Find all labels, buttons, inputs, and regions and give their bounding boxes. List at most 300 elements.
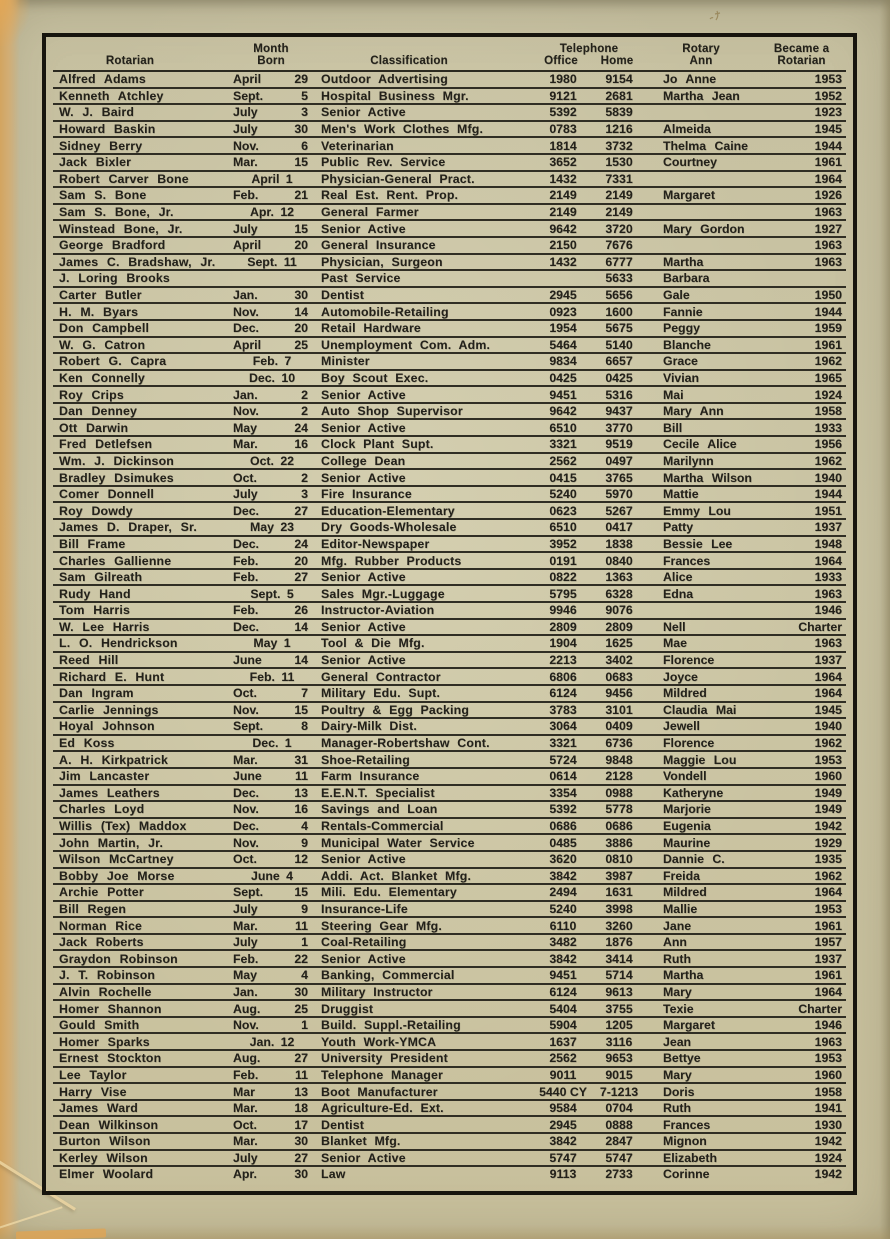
became-rotarian-year [757, 270, 846, 287]
table-row [53, 751, 846, 768]
became-rotarian-year: 1930 [757, 1116, 846, 1133]
rotary-ann: Martha Jean [645, 88, 757, 105]
classification: Men's Work Clothes Mfg. [311, 121, 533, 138]
rotary-ann: Jean [645, 1033, 757, 1050]
birth-month: Sept. [231, 718, 281, 735]
classification: Fire Insurance [311, 486, 533, 503]
classification: Law [321, 1167, 346, 1182]
phone-office: 0614 [533, 768, 593, 785]
roster-body [53, 71, 846, 1182]
phone-office: 3842 [533, 950, 593, 967]
phone-office: 5392 [533, 801, 593, 818]
phone-office: 0191 [533, 552, 593, 569]
rotarian-name: J. T. Robinson [53, 967, 231, 984]
birth-day: 29 [281, 71, 311, 88]
table-row [53, 569, 846, 586]
phone-home: 9456 [593, 685, 645, 702]
header-label-office: Office [544, 55, 578, 67]
classification: College Dean [311, 453, 533, 470]
rotarian-name: Don Campbell [53, 320, 231, 337]
rotary-ann: Courtney [645, 154, 757, 171]
birth-day: 25 [281, 1000, 311, 1017]
birth-day: 27 [281, 502, 311, 519]
roster-frame [42, 33, 857, 1195]
birth-month: Dec. [231, 536, 281, 553]
rotary-ann: Mignon [645, 1133, 757, 1150]
table-row [53, 1033, 846, 1050]
table-row [53, 1000, 846, 1017]
phone-office: 5404 [533, 1000, 593, 1017]
roster-table [53, 39, 846, 1182]
table-row [53, 984, 846, 1001]
became-rotarian-year: 1964 [757, 685, 846, 702]
classification: Druggist [311, 1000, 533, 1017]
phone-home: 0683 [593, 668, 645, 685]
rotary-ann: Cecile Alice [645, 436, 757, 453]
rotarian-name: W. J. Baird [53, 104, 231, 121]
rotary-ann: Gale [645, 287, 757, 304]
became-rotarian-year: 1953 [757, 751, 846, 768]
became-rotarian-year: 1929 [757, 834, 846, 851]
rotarian-name: Ken Connelly [53, 370, 231, 387]
birth-day: 31 [281, 751, 311, 768]
table-row [53, 320, 846, 337]
phone-office: 1432 [533, 254, 593, 271]
phone-home: 1205 [593, 1017, 645, 1034]
became-rotarian-year: 1963 [757, 635, 846, 652]
became-rotarian-year: 1965 [757, 370, 846, 387]
birth-day: 21 [281, 187, 311, 204]
phone-home: 1216 [593, 121, 645, 138]
phone-office: 9584 [533, 1100, 593, 1117]
phone-office: 3842 [533, 1133, 593, 1150]
classification: Unemployment Com. Adm. [311, 337, 533, 354]
table-row [53, 187, 846, 204]
rotarian-name: Sam S. Bone [53, 187, 231, 204]
table-row [53, 884, 846, 901]
table-row [53, 585, 846, 602]
classification: Steering Gear Mfg. [311, 917, 533, 934]
birth-day: 30 [281, 121, 311, 138]
classification: Dentist [311, 1116, 533, 1133]
column-header-telephone [533, 39, 645, 71]
birth-month: Aug. [231, 1000, 281, 1017]
phone-office: 3064 [533, 718, 593, 735]
phone-home: 3755 [593, 1000, 645, 1017]
birth-month: Feb. 11 [231, 668, 311, 685]
rotarian-name: Roy Dowdy [53, 502, 231, 519]
phone-office: 0686 [533, 818, 593, 835]
header-label: Rotarian [777, 55, 826, 67]
table-row [53, 469, 846, 486]
phone-home: 2681 [593, 88, 645, 105]
classification: Savings and Loan [311, 801, 533, 818]
classification: Insurance-Life [311, 901, 533, 918]
classification: E.E.N.T. Specialist [311, 785, 533, 802]
header-label: Became a [773, 43, 830, 55]
phone-office: 3321 [533, 436, 593, 453]
rotary-ann: Mallie [645, 901, 757, 918]
table-row [53, 1067, 846, 1084]
rotary-ann [645, 237, 757, 254]
table-row [53, 1150, 846, 1167]
became-rotarian-year: 1946 [757, 602, 846, 619]
birth-day: 6 [281, 137, 311, 154]
became-rotarian-year: 1956 [757, 436, 846, 453]
phone-home: 5970 [593, 486, 645, 503]
birth-day: 30 [281, 287, 311, 304]
rotarian-name: Rudy Hand [53, 585, 231, 602]
rotarian-name: Bobby Joe Morse [53, 868, 231, 885]
phone-office: 2213 [533, 652, 593, 669]
table-row [53, 619, 846, 636]
column-header-became-rotarian [757, 39, 846, 71]
birth-month: Feb. [231, 552, 281, 569]
table-row [53, 702, 846, 719]
classification: Editor-Newspaper [311, 536, 533, 553]
phone-home: 3765 [593, 469, 645, 486]
phone-office: 5240 [533, 901, 593, 918]
classification: General Insurance [311, 237, 533, 254]
phone-office: 3620 [533, 851, 593, 868]
phone-office: 1980 [533, 71, 593, 88]
birth-month: Oct. [231, 685, 281, 702]
became-rotarian-year: 1942 [757, 1133, 846, 1150]
phone-home: 5140 [593, 337, 645, 354]
birth-month: Nov. [231, 403, 281, 420]
birth-day: 30 [294, 1167, 309, 1182]
rotary-ann: Ann [645, 934, 757, 951]
birth-month: Sept. [231, 884, 281, 901]
classification: Senior Active [311, 619, 533, 636]
rotary-ann [645, 204, 757, 221]
rotarian-name: Dean Wilkinson [53, 1116, 231, 1133]
birth-month: Feb. 7 [231, 353, 311, 370]
phone-home: 7331 [593, 171, 645, 188]
rotary-ann: Florence [645, 652, 757, 669]
rotarian-name: Norman Rice [53, 917, 231, 934]
phone-office: 2945 [533, 287, 593, 304]
table-row [53, 1133, 846, 1150]
rotarian-name: Wilson McCartney [53, 851, 231, 868]
became-rotarian-year: 1962 [757, 453, 846, 470]
rotarian-name: Ernest Stockton [53, 1050, 231, 1067]
rotarian-name: J. Loring Brooks [53, 270, 231, 287]
rotarian-name: Carlie Jennings [53, 702, 231, 719]
phone-office: 6124 [533, 685, 593, 702]
became-rotarian-year: 1951 [757, 502, 846, 519]
table-row [53, 818, 846, 835]
rotary-ann: Katheryne [645, 785, 757, 802]
rotarian-name: Bill Regen [53, 901, 231, 918]
became-rotarian-year: 1963 [757, 254, 846, 271]
classification: Senior Active [311, 469, 533, 486]
header-label: Ann [689, 55, 713, 67]
rotarian-name: Gould Smith [53, 1017, 231, 1034]
rotary-ann: Edna [645, 585, 757, 602]
classification: Military Instructor [311, 984, 533, 1001]
became-rotarian-year: 1937 [757, 950, 846, 967]
rotary-ann: Alice [645, 569, 757, 586]
table-row [53, 287, 846, 304]
birth-month: Jan. [231, 984, 281, 1001]
rotary-ann: Mildred [645, 884, 757, 901]
birth-day: 13 [281, 1083, 311, 1100]
rotarian-name: Alvin Rochelle [53, 984, 231, 1001]
became-rotarian-year: 1958 [757, 403, 846, 420]
birth-month: Sept. [231, 88, 281, 105]
phone-home: 2149 [593, 187, 645, 204]
classification: Coal-Retailing [311, 934, 533, 951]
birth-day: 16 [281, 436, 311, 453]
birth-month: Dec. 1 [231, 735, 311, 752]
became-rotarian-year: 1950 [757, 287, 846, 304]
classification: Blanket Mfg. [311, 1133, 533, 1150]
rotarian-name: George Bradford [53, 237, 231, 254]
rotary-ann: Bettye [645, 1050, 757, 1067]
rotary-ann: Martha Wilson [645, 469, 757, 486]
phone-home: 0417 [593, 519, 645, 536]
rotarian-name: L. O. Hendrickson [53, 635, 231, 652]
table-row [53, 303, 846, 320]
table-row [53, 154, 846, 171]
table-row [53, 486, 846, 503]
birth-day [281, 270, 311, 287]
became-rotarian-year: 1961 [757, 337, 846, 354]
rotary-ann: Emmy Lou [645, 502, 757, 519]
birth-day: 20 [281, 237, 311, 254]
birth-month: Jan. 12 [231, 1033, 311, 1050]
rotarian-name: James C. Bradshaw, Jr. [53, 254, 231, 271]
classification: Senior Active [311, 386, 533, 403]
birth-month: July [231, 486, 281, 503]
birth-month: June [231, 652, 281, 669]
birth-day: 14 [281, 652, 311, 669]
phone-office: 5240 [533, 486, 593, 503]
phone-home: 9519 [593, 436, 645, 453]
birth-month: June [231, 768, 281, 785]
phone-home: 6657 [593, 353, 645, 370]
became-rotarian-year: 1959 [757, 320, 846, 337]
table-row [53, 602, 846, 619]
birth-day: 22 [281, 950, 311, 967]
classification: Outdoor Advertising [311, 71, 533, 88]
birth-day: 15 [281, 154, 311, 171]
birth-month: Dec. [231, 785, 281, 802]
phone-home: 9015 [593, 1067, 645, 1084]
phone-office: 6510 [533, 419, 593, 436]
rotary-ann: Martha [645, 967, 757, 984]
rotarian-name: James Leathers [53, 785, 231, 802]
birth-month: Feb. [231, 1067, 281, 1084]
phone-home: 0840 [593, 552, 645, 569]
became-rotarian-year: 1964 [757, 668, 846, 685]
classification: Build. Suppl.-Retailing [311, 1017, 533, 1034]
phone-office: 3783 [533, 702, 593, 719]
table-row [53, 834, 846, 851]
rotarian-name: Robert G. Capra [53, 353, 231, 370]
became-rotarian-year: 1960 [757, 768, 846, 785]
table-row [53, 917, 846, 934]
phone-home: 5316 [593, 386, 645, 403]
birth-month: May 23 [231, 519, 311, 536]
became-rotarian-year: 1927 [757, 220, 846, 237]
birth-month: July [231, 934, 281, 951]
phone-home: 6328 [593, 585, 645, 602]
table-row [53, 104, 846, 121]
birth-day: 8 [281, 718, 311, 735]
birth-month: April [231, 337, 281, 354]
table-row [53, 519, 846, 536]
classification: Senior Active [311, 220, 533, 237]
header-label: Rotary [682, 43, 720, 55]
phone-home: 3998 [593, 901, 645, 918]
column-header-month-born [231, 39, 311, 71]
phone-home: 3720 [593, 220, 645, 237]
phone-home: 2847 [593, 1133, 645, 1150]
rotary-ann: Margaret [645, 187, 757, 204]
classification: Past Service [311, 270, 533, 287]
rotarian-name: Lee Taylor [53, 1067, 231, 1084]
phone-home: 2809 [593, 619, 645, 636]
birth-day: 17 [281, 1116, 311, 1133]
birth-day: 1 [281, 1017, 311, 1034]
birth-month: July [231, 1150, 281, 1167]
table-row [53, 1116, 846, 1133]
rotarian-name: James D. Draper, Sr. [53, 519, 231, 536]
classification: Senior Active [311, 950, 533, 967]
table-row [53, 121, 846, 138]
classification: Telephone Manager [311, 1067, 533, 1084]
birth-day: 3 [281, 486, 311, 503]
phone-office: 0923 [533, 303, 593, 320]
birth-month: Nov. [231, 702, 281, 719]
table-row [53, 419, 846, 436]
birth-month: Mar. [231, 917, 281, 934]
became-rotarian-year: 1963 [757, 237, 846, 254]
phone-home: 5839 [593, 104, 645, 121]
classification: Boy Scout Exec. [311, 370, 533, 387]
phone-office: 0425 [533, 370, 593, 387]
table-row [53, 851, 846, 868]
birth-month: Mar. [231, 1133, 281, 1150]
table-row [53, 785, 846, 802]
table-row [53, 353, 846, 370]
table-row [53, 1050, 846, 1067]
rotarian-name: Richard E. Hunt [53, 668, 231, 685]
phone-office: 5440 CY [533, 1083, 593, 1100]
classification: Senior Active [311, 419, 533, 436]
birth-month: Dec. 10 [231, 370, 311, 387]
phone-home: 6777 [593, 254, 645, 271]
birth-day: 7 [281, 685, 311, 702]
rotary-ann: Frances [645, 552, 757, 569]
became-rotarian-year: 1962 [757, 353, 846, 370]
phone-office: 1904 [533, 635, 593, 652]
classification: Mfg. Rubber Products [311, 552, 533, 569]
phone-office: 2809 [533, 619, 593, 636]
rotarian-name: Homer Sparks [53, 1033, 231, 1050]
phone-office: 5747 [533, 1150, 593, 1167]
phone-office: 1637 [533, 1033, 593, 1050]
rotarian-name: W. Lee Harris [53, 619, 231, 636]
rotary-ann: Nell [645, 619, 757, 636]
column-header-classification [311, 39, 533, 71]
phone-home: 5633 [593, 270, 645, 287]
became-rotarian-year: 1923 [757, 104, 846, 121]
birth-month: Oct. [231, 851, 281, 868]
classification: Physician, Surgeon [311, 254, 533, 271]
birth-day: 30 [281, 1133, 311, 1150]
birth-month: Jan. [231, 287, 281, 304]
phone-home: 0988 [593, 785, 645, 802]
birth-day: 4 [281, 818, 311, 835]
rotarian-name: Comer Donnell [53, 486, 231, 503]
table-row [53, 453, 846, 470]
table-row [53, 137, 846, 154]
header-row [53, 39, 846, 71]
became-rotarian-year: 1961 [757, 967, 846, 984]
birth-day: 27 [281, 1050, 311, 1067]
birth-month: Jan. [231, 386, 281, 403]
phone-office: 3652 [533, 154, 593, 171]
birth-day: 20 [281, 320, 311, 337]
table-row [53, 370, 846, 387]
rotary-ann: Mattie [645, 486, 757, 503]
birth-day: 2 [281, 469, 311, 486]
phone-home: 9154 [593, 71, 645, 88]
became-rotarian-year: 1944 [757, 486, 846, 503]
table-row [53, 901, 846, 918]
rotary-ann: Blanche [645, 337, 757, 354]
table-row [53, 502, 846, 519]
phone-home: 3987 [593, 868, 645, 885]
became-rotarian-year: 1949 [757, 785, 846, 802]
classification: Addi. Act. Blanket Mfg. [311, 868, 533, 885]
birth-day: 18 [281, 1100, 311, 1117]
rotary-ann: Joyce [645, 668, 757, 685]
rotarian-name: Kenneth Atchley [53, 88, 231, 105]
birth-month: May [231, 967, 281, 984]
classification: Rentals-Commercial [311, 818, 533, 835]
rotary-ann: Thelma Caine [645, 137, 757, 154]
phone-home: 3116 [593, 1033, 645, 1050]
rotary-ann: Martha [645, 254, 757, 271]
table-row [53, 685, 846, 702]
became-rotarian-year: Charter [757, 619, 846, 636]
rotary-ann: Eugenia [645, 818, 757, 835]
birth-day: 24 [281, 536, 311, 553]
birth-day: 4 [281, 967, 311, 984]
phone-office: 0485 [533, 834, 593, 851]
phone-office: 2149 [533, 204, 593, 221]
birth-month: Feb. [231, 950, 281, 967]
rotary-ann [645, 171, 757, 188]
birth-day: 25 [281, 337, 311, 354]
classification: Senior Active [311, 1150, 533, 1167]
table-row [53, 552, 846, 569]
classification: Dairy-Milk Dist. [311, 718, 533, 735]
phone-home: 9437 [593, 403, 645, 420]
classification: Manager-Robertshaw Cont. [311, 735, 533, 752]
classification: Veterinarian [311, 137, 533, 154]
rotarian-name: Charles Gallienne [53, 552, 231, 569]
rotary-ann: Mary [645, 984, 757, 1001]
rotarian-name: Bill Frame [53, 536, 231, 553]
birth-month: Nov. [231, 801, 281, 818]
rotary-ann: Ruth [645, 1100, 757, 1117]
rotarian-name: Hoyal Johnson [53, 718, 231, 735]
